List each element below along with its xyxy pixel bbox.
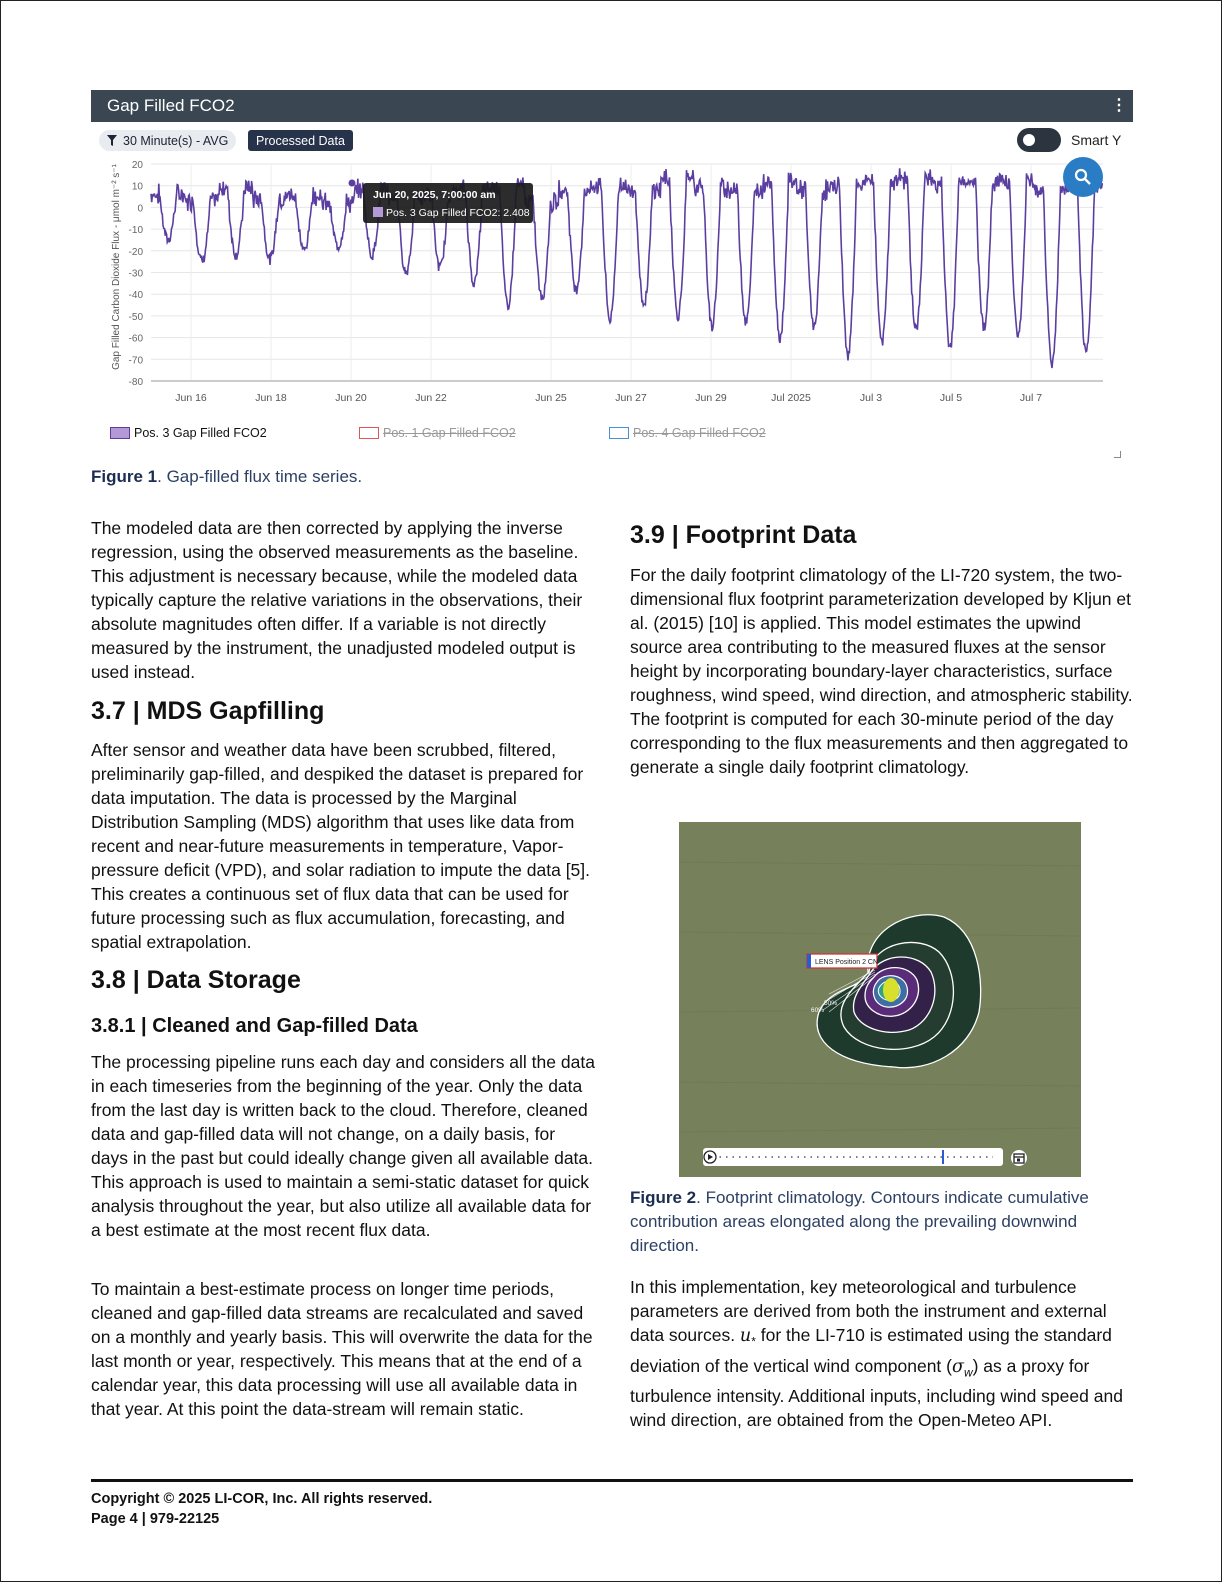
x-tick-label: Jun 29 (695, 392, 727, 404)
y-tick-label: -60 (128, 333, 143, 345)
footprint-peak (883, 978, 899, 1002)
contour-label: 50% (824, 1000, 838, 1007)
figure1-caption (91, 465, 362, 489)
left-para-4: To maintain a best-estimate process on longer time periods, cleaned and gap-filled data streams are recalculated and saved on a monthly and yearly basis. This will overwrite the data for the last month or year, respectively. This means that at the end of a calendar year, this data processing will use all available data in that year. At this point the data-stream will remain static. (91, 1279, 593, 1419)
x-tick-label: Jun 20 (335, 392, 367, 404)
smart-y-label: Smart Y (1071, 132, 1122, 148)
y-tick-label: 20 (131, 160, 143, 171)
legend-label: Pos. 1 Gap Filled FCO2 (383, 426, 516, 440)
y-tick-label: -20 (128, 246, 143, 258)
legend-label: Pos. 3 Gap Filled FCO2 (134, 426, 267, 440)
legend-swatch (110, 427, 130, 439)
calendar-button[interactable] (1011, 1150, 1027, 1166)
heading-3-8-1: 3.8.1 | Cleaned and Gap-filled Data (91, 1015, 418, 1037)
processed-data-chip[interactable] (248, 130, 353, 151)
heading-3-9: 3.9 | Footprint Data (630, 521, 857, 549)
left-para-1: The modeled data are then corrected by applying the inverse regression, using the observed measurements as the baseline. This adjustment is necessary because, while the modeled data typically capture the relative variations in the observations, their absolute magnitudes often differ. If a variable is not directly measured by the instrument, the unadjusted modeled output is used instead. (91, 518, 583, 682)
y-axis-label: Gap Filled Carbon Dioxide Flux - μmol m⁻² s⁻¹ (111, 164, 122, 370)
play-icon (703, 1150, 717, 1164)
legend-swatch (609, 427, 629, 439)
filter-chip-label: 30 Minute(s) - AVG (123, 133, 229, 148)
y-tick-label: -80 (128, 377, 143, 388)
sigma-subscript: w (963, 1365, 973, 1379)
x-tick-label: Jun 18 (255, 392, 287, 404)
x-tick-label: Jul 7 (1019, 392, 1043, 404)
y-tick-label: -70 (128, 355, 143, 367)
sensor-marker-label: LENS Position 2 CN (815, 959, 879, 966)
y-tick-label: -40 (128, 290, 143, 302)
figure1-label: Figure 1 (91, 467, 158, 486)
figure2-label: Figure 2 (630, 1188, 697, 1207)
smart-y-toggle[interactable] (1017, 128, 1061, 152)
y-tick-label: -30 (128, 268, 143, 280)
axis-layer (129, 160, 1103, 404)
footprint-map-figure (679, 822, 1081, 1177)
legend-label: Pos. 4 Gap Filled FCO2 (633, 426, 766, 440)
calendar-icon (1011, 1150, 1027, 1166)
ustar-symbol: u (739, 1326, 752, 1346)
page-number: Page 4 | 979-22125 (91, 1511, 220, 1527)
chart-widget (91, 90, 1133, 464)
search-icon (1074, 168, 1092, 186)
timeline-track (703, 1148, 1003, 1166)
timeline-bar[interactable] (703, 1148, 1003, 1166)
x-tick-label: Jul 2025 (771, 392, 811, 404)
x-tick-label: Jun 25 (535, 392, 567, 404)
contour-label: 60% (811, 1007, 825, 1014)
kebab-icon[interactable]: ⋮ (1111, 97, 1127, 114)
ustar-subscript: * (751, 1334, 756, 1349)
figure2-caption (630, 1186, 1130, 1258)
footer-rule (91, 1479, 1133, 1482)
x-tick-label: Jun 16 (175, 392, 207, 404)
zoom-button[interactable] (1063, 157, 1103, 197)
chart-legend (91, 426, 1133, 446)
right-para-1: For the daily footprint climatology of the LI-720 system, the two-dimensional flux footprint parameterization developed by Kljun et al. (2015) [10] is applied. This model estimates the upwind source area contributing to the measured fluxes at the sensor height by incorporating boundary-layer characteristics, surface roughness, wind speed, wind direction, and atmospheric stability. The footprint is computed for each 30-minute period of the day corresponding to the flux measurements and then aggregated to generate a single daily footprint climatology. (630, 565, 1133, 777)
widget-toolbar (91, 122, 1133, 156)
resize-handle[interactable] (1114, 451, 1121, 458)
heading-3-8: 3.8 | Data Storage (91, 966, 301, 994)
legend-item-pos4[interactable] (609, 426, 766, 440)
right-para-2: In this implementation, key meteorological and turbulence parameters are derived from both the instrument and external data sources. $u_*$ for the LI-710 is estimated using the standard deviation of the vertical wind component $(\sigma_w)$ as a proxy for turbulence intensity. Additional inputs, including wind speed and wind direction, are obtained from the Open-Meteo API. (630, 1277, 1123, 1430)
toggle-knob (1023, 134, 1035, 146)
interval-filter-chip[interactable] (99, 130, 236, 151)
y-tick-label: -10 (128, 225, 143, 237)
tooltip-point (349, 180, 356, 187)
tooltip-date: Jun 20, 2025, 7:00:00 am (373, 189, 496, 201)
processed-chip-label: Processed Data (256, 133, 345, 148)
figure2-text: . Footprint climatology. Contours indicate cumulative contribution areas elongated along the prevailing downwind direction. (630, 1188, 1089, 1255)
flux-line-chart (91, 156, 1133, 426)
play-button[interactable] (703, 1150, 717, 1164)
y-tick-label: 0 (137, 203, 143, 215)
legend-swatch (359, 427, 379, 439)
left-para-3: The processing pipeline runs each day and considers all the data in each timeseries from the beginning of the year. Only the data from the last day is written back to the cloud. Therefore, cleaned data and gap-filled data will not change, on a daily basis, for days in the past but could ideally change given all available data. This approach is used to maintain a semi-static dataset for quick analysis throughout the year, but also utilize all available data for a best estimate at the most recent flux data. (91, 1052, 595, 1240)
x-tick-label: Jun 22 (415, 392, 447, 404)
y-tick-label: -50 (128, 311, 143, 323)
left-para-2: After sensor and weather data have been scrubbed, filtered, preliminarily gap-filled, and despiked the dataset is prepared for data imputation. The data is processed by the Marginal Distribution Sampling (MDS) algorithm that uses like data from recent and near-future measurements in temperature, Vapor-pressure deficit (VPD), and solar radiation to impute the data [5]. This creates a continuous set of flux data that can be used for future processing such as flux accumulation, forecasting, and spatial extrapolation. (91, 740, 591, 952)
copyright: Copyright © 2025 LI-COR, Inc. All rights reserved. (91, 1491, 433, 1507)
tooltip (349, 180, 534, 224)
filter-icon (107, 135, 117, 146)
widget-title: Gap Filled FCO2 (107, 96, 235, 115)
footprint-map (679, 822, 1081, 1177)
tooltip-value: Pos. 3 Gap Filled FCO2: 2.408 (386, 207, 530, 219)
tooltip-swatch (373, 207, 383, 217)
sensor-marker-edge (807, 954, 811, 968)
y-tick-label: 10 (131, 181, 143, 193)
heading-3-7: 3.7 | MDS Gapfilling (91, 697, 325, 725)
x-tick-label: Jul 5 (939, 392, 963, 404)
x-tick-label: Jun 27 (615, 392, 647, 404)
legend-item-pos1[interactable] (359, 426, 516, 440)
footer (91, 1489, 432, 1529)
x-tick-label: Jul 3 (859, 392, 883, 404)
widget-header (91, 90, 1133, 122)
legend-item-pos3[interactable] (110, 426, 267, 440)
sigma-symbol: σ (951, 1356, 964, 1377)
figure1-text: . Gap-filled flux time series. (157, 467, 363, 486)
